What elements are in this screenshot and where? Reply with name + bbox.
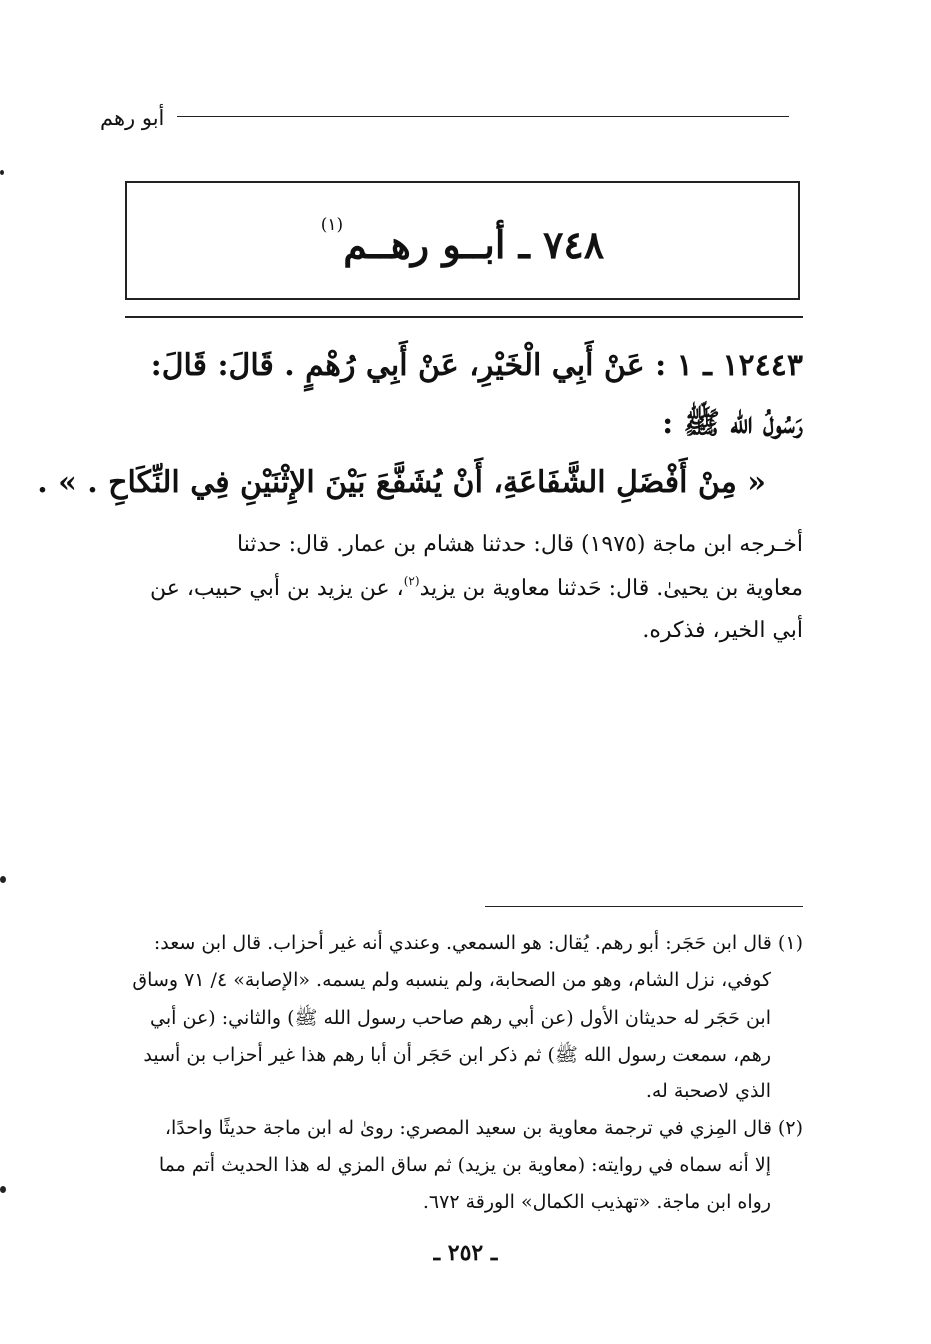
- chapter-title-text: ٧٤٨ ـ أبــو رهــم: [343, 222, 605, 267]
- footnote-line: (٢) قال المِزي في ترجمة معاوية بن سعيد المصري: روىٰ له ابن ماجة حديثًا واحدًا،: [164, 1117, 803, 1139]
- hadith-line: ١٢٤٤٣ ـ ١ : عَنْ أَبِي الْخَيْرِ، عَنْ أَبِي رُهْمٍ . قَالَ: قَالَ:: [150, 348, 803, 383]
- takhrij-line: [150, 574, 803, 601]
- footnote-line: (١) قال ابن حَجَر: أبو رهم. يُقال: هو السمعي. وعندي أنه غير أحزاب. قال ابن سعد:: [153, 932, 803, 954]
- takhrij-line: أخـرجه ابن ماجة (١٩٧٥) قال: حدثنا هشام بن عمار. قال: حدثنا: [237, 532, 803, 557]
- footnote-ref: (٢): [403, 574, 420, 588]
- footnote-line: الذي لاصحبة له.: [645, 1080, 771, 1102]
- footnote-line: رواه ابن ماجة. «تهذيب الكمال» الورقة ٦٧٢.: [422, 1191, 771, 1213]
- chapter-footnote-ref: (١): [320, 215, 344, 235]
- takhrij-text: ، عن يزيد بن أبي حبيب، عن: [149, 576, 404, 601]
- takhrij-line: أبي الخير، فذكره.: [642, 618, 803, 643]
- hadith-line: « مِنْ أَفْضَلِ الشَّفَاعَةِ، أَنْ يُشَفَّعَ بَيْنَ الإِثْنَيْنِ فِي النِّكَاحِ . » .: [37, 465, 766, 500]
- scan-mark: [0, 1186, 6, 1193]
- footnote-line: رهم، سمعت رسول الله ﷺ) ثم ذكر ابن حَجَر أن أبا رهم هذا غير أحزاب بن أسيد: [143, 1044, 771, 1066]
- footnote-line: كوفي، نزل الشام، وهو من الصحابة، ولم ينسبه ولم يسمه. «الإصابة» ٤/ ٧١ وساق: [132, 969, 771, 991]
- chapter-rule: [125, 316, 803, 318]
- hadith-line: رَسُولُ الله ﷺ :: [662, 406, 803, 441]
- running-head: أبو رهم: [100, 106, 165, 130]
- page-number: ـ ٢٥٢ ـ: [433, 1240, 498, 1266]
- footnote-line: ابن حَجَر له حديثان الأول (عن أبي رهم صاحب رسول الله ﷺ) والثاني: (عن أبي: [150, 1007, 771, 1029]
- header-rule: [177, 116, 789, 117]
- takhrij-text: معاوية بن يحيىٰ. قال: حَدثنا معاوية بن يزيد: [419, 576, 803, 601]
- footnote-line: إلا أنه سماه في روايته: (معاوية بن يزيد) ثم ساق المزي له هذا الحديث أتم مما: [158, 1154, 771, 1176]
- footnote-rule: [485, 906, 803, 907]
- chapter-title: [125, 215, 800, 267]
- scan-mark: [0, 170, 4, 175]
- scan-mark: [0, 876, 6, 883]
